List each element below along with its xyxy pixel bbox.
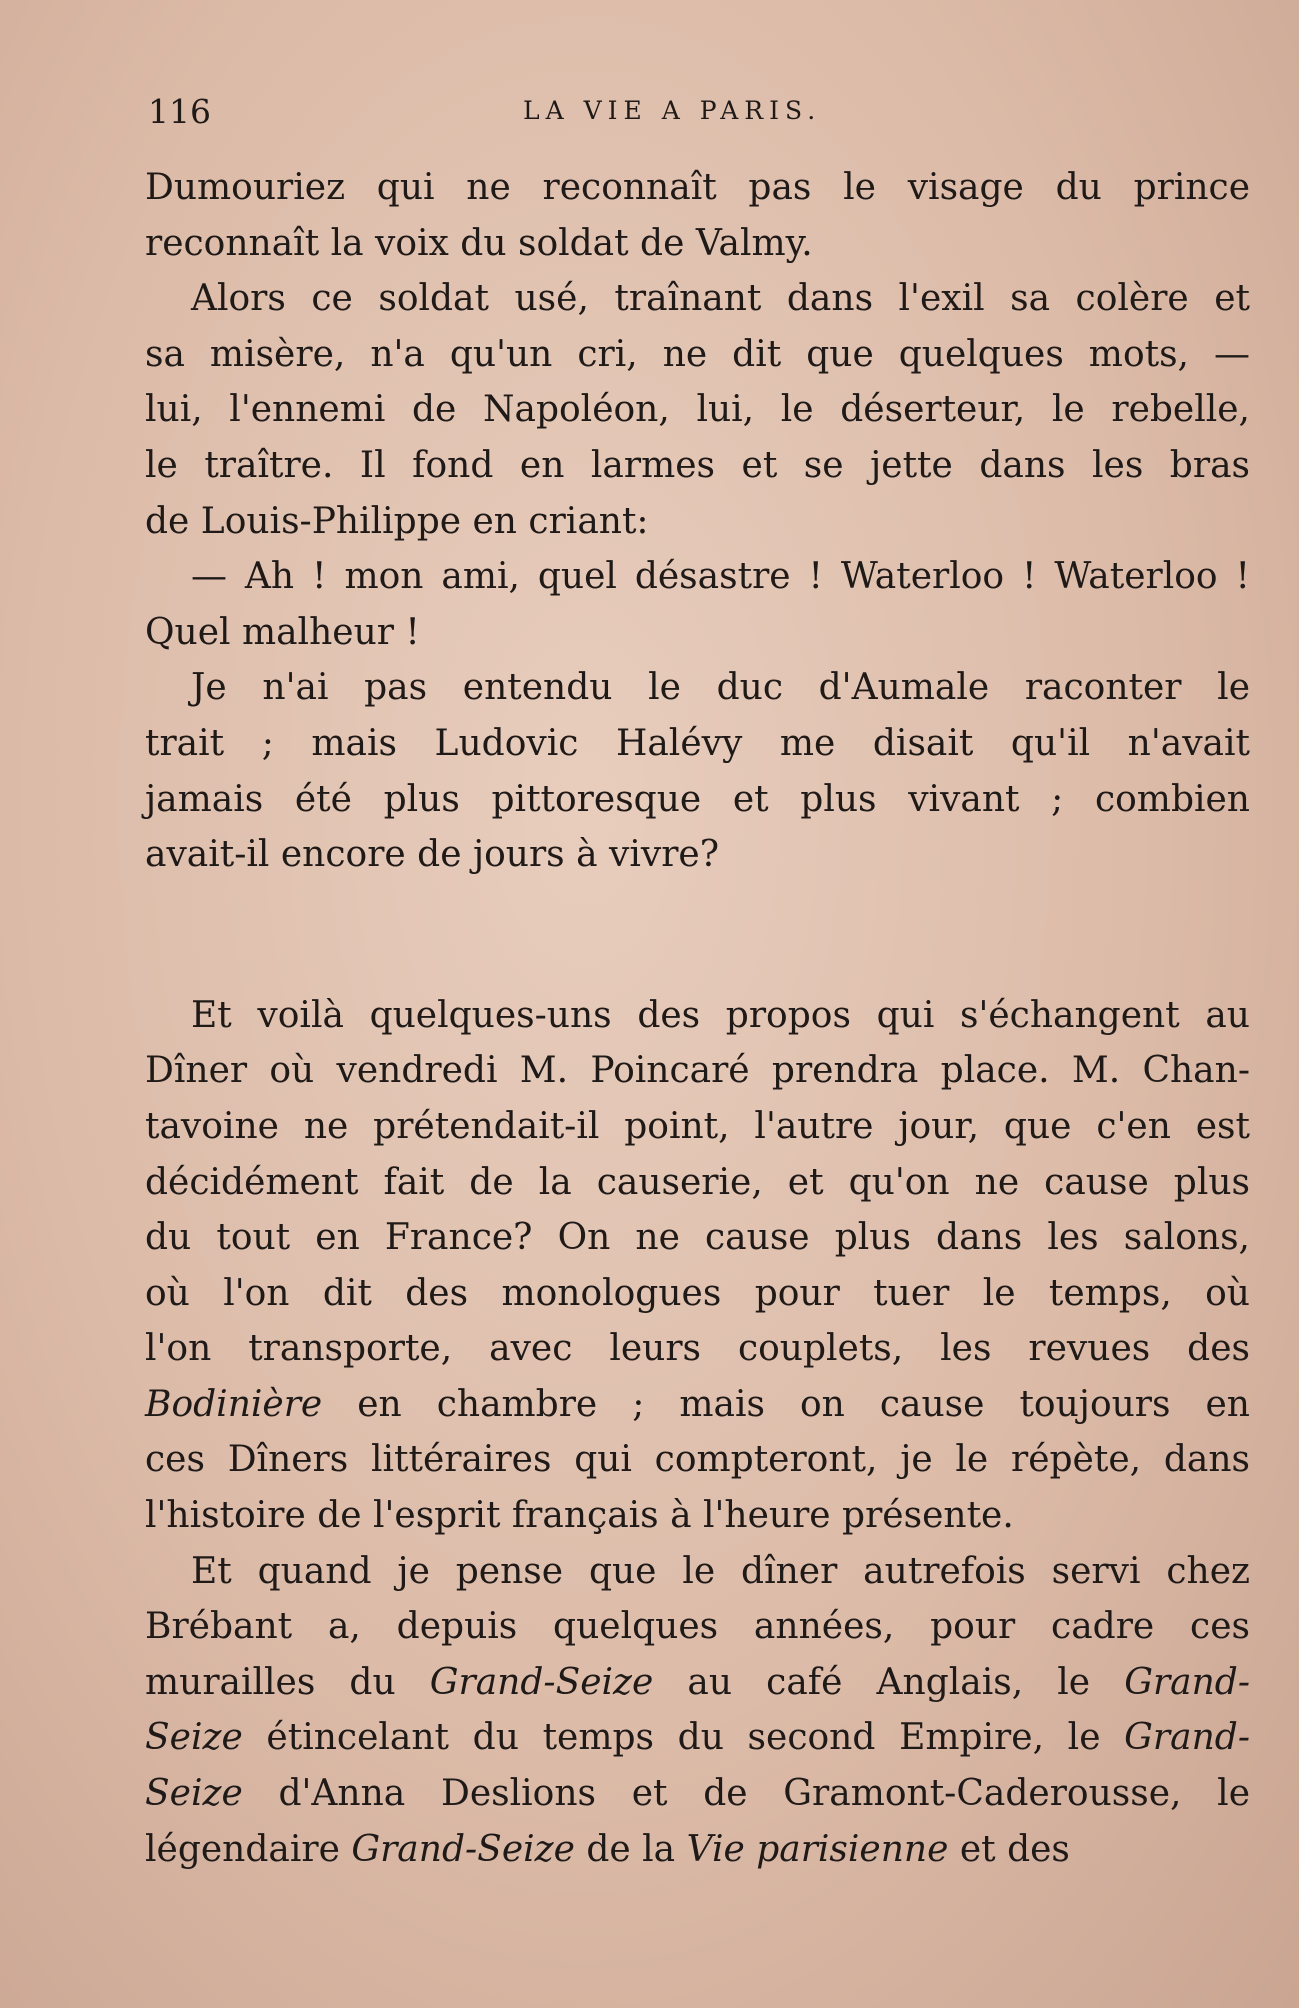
text-line: sa misère, n'a qu'un cri, ne dit que quelques mots, —: [145, 333, 1250, 375]
section-break: [145, 883, 1250, 988]
text-line: tavoine ne prétendait-il point, l'autre jour, que c'en est: [145, 1105, 1250, 1147]
text-line: où l'on dit des monologues pour tuer le temps, où: [145, 1272, 1250, 1314]
text-line: Brébant a, depuis quelques années, pour cadre ces: [145, 1606, 1250, 1648]
text-line: décidément fait de la causerie, et qu'on ne cause plus: [145, 1161, 1250, 1203]
paragraph: [145, 1544, 1250, 1878]
italic-text: Grand-: [1124, 1717, 1250, 1759]
paragraph: [145, 660, 1250, 882]
text-segment: de la: [574, 1828, 687, 1870]
text-line: avait-il encore de jours à vivre?: [145, 834, 720, 876]
text-segment: d'Anna Deslions et de Gramont-Caderousse, le: [242, 1773, 1250, 1815]
text-line: [145, 1766, 1250, 1822]
italic-text: Grand-: [1124, 1661, 1251, 1703]
text-line: Et quand je pense que le dîner autrefois servi chez: [191, 1550, 1250, 1592]
paragraph: [145, 160, 1250, 271]
text-segment: murailles du: [145, 1661, 430, 1703]
text-line: Quel malheur !: [145, 611, 420, 653]
text-line: trait ; mais Ludovic Halévy me disait qu'il n'avait: [145, 722, 1250, 764]
text-segment: au café Anglais, le: [653, 1661, 1125, 1703]
text-line: [145, 1822, 1250, 1878]
text-line: ces Dîners littéraires qui compteront, je le répète, dans: [145, 1439, 1250, 1481]
italic-text: Vie parisienne: [686, 1828, 949, 1870]
text-line: l'histoire de l'esprit français à l'heure présente.: [145, 1495, 1014, 1537]
italic-text: Grand-Seize: [429, 1661, 654, 1703]
text-line: reconnaît la voix du soldat de Valmy.: [145, 222, 813, 264]
page-number: 116: [148, 92, 211, 131]
text-segment: légendaire: [145, 1828, 352, 1870]
text-line: de Louis-Philippe en criant:: [145, 500, 649, 542]
text-line: — Ah ! mon ami, quel désastre ! Waterloo ! Waterloo !: [191, 556, 1250, 598]
text-line: Dumouriez qui ne reconnaît pas le visage du prince: [145, 167, 1250, 208]
text-line: jamais été plus pittoresque et plus vivant ; combien: [145, 778, 1250, 820]
text-line: le traître. Il fond en larmes et se jette dans les bras: [145, 444, 1250, 486]
italic-text: Seize: [145, 1717, 243, 1759]
text-line: Je n'ai pas entendu le duc d'Aumale raconter le: [191, 667, 1250, 709]
text-line: [145, 1377, 1250, 1433]
text-segment: étincelant du temps du second Empire, le: [242, 1717, 1125, 1759]
text-line: [145, 1710, 1250, 1766]
paragraph: [145, 988, 1250, 1544]
italic-text: Bodinière: [145, 1383, 323, 1425]
text-block-bottom: [145, 988, 1250, 1878]
italic-text: Grand-Seize: [351, 1828, 575, 1870]
page-body: [145, 160, 1250, 1877]
paragraph: [145, 549, 1250, 660]
page-header: [148, 92, 1248, 132]
paragraph: [145, 271, 1250, 549]
text-segment: et des: [948, 1828, 1070, 1870]
running-head: LA VIE A PARIS.: [523, 96, 822, 125]
text-block-top: [145, 160, 1250, 883]
text-line: [145, 1655, 1250, 1711]
text-line: l'on transporte, avec leurs couplets, les revues des: [145, 1328, 1250, 1370]
text-line: Dîner où vendredi M. Poincaré prendra place. M. Chan-: [145, 1050, 1250, 1092]
italic-text: Seize: [145, 1773, 243, 1815]
text-line: du tout en France? On ne cause plus dans les salons,: [145, 1217, 1250, 1259]
text-line: Et voilà quelques-uns des propos qui s'échangent au: [191, 994, 1250, 1036]
text-segment: en chambre ; mais on cause toujours en: [322, 1383, 1250, 1425]
text-line: lui, l'ennemi de Napoléon, lui, le déserteur, le rebelle,: [145, 389, 1250, 431]
text-line: Alors ce soldat usé, traînant dans l'exil sa colère et: [191, 278, 1250, 320]
